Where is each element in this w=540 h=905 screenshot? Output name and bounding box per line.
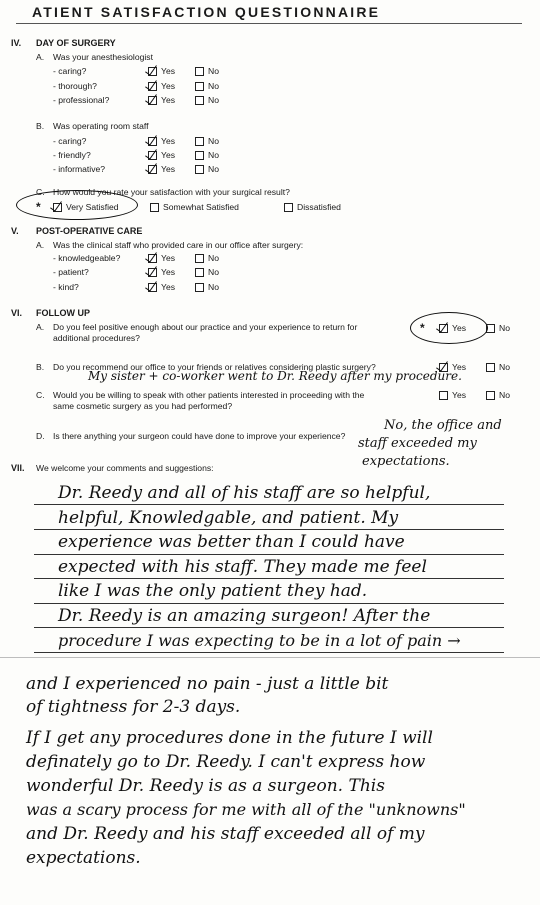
no-label: No <box>499 362 510 372</box>
question-5a-item-kind: - kind? <box>53 282 79 292</box>
q4a-thorough-no[interactable] <box>195 81 219 91</box>
handwritten-comment-line1: Dr. Reedy and all of his staff are so helpful, <box>58 483 431 503</box>
handwritten-continued-line5: wonderful Dr. Reedy is as a surgeon. This <box>26 776 385 796</box>
no-label: No <box>208 267 219 277</box>
section-7-number: VII. <box>11 463 25 473</box>
question-4b-item-informative: - informative? <box>53 164 106 174</box>
question-4a-item-caring: - caring? <box>53 66 87 76</box>
handwritten-note-6d-line2: staff exceeded my <box>358 436 477 451</box>
section-6-number: VI. <box>11 308 23 318</box>
comment-line <box>34 652 504 653</box>
no-label: No <box>208 282 219 292</box>
question-6c-letter: C. <box>36 390 45 400</box>
question-6a-line1: Do you feel positive enough about our practice and your experience to return for <box>53 322 358 332</box>
handwritten-comment-line3: experience was better than I could have <box>58 532 405 552</box>
handwritten-star: * <box>420 321 425 335</box>
question-6a-letter: A. <box>36 322 45 332</box>
checkbox-checked[interactable] <box>148 283 157 292</box>
q4b-caring-yes[interactable] <box>148 136 175 146</box>
checkbox[interactable] <box>195 82 204 91</box>
checkbox[interactable] <box>195 151 204 160</box>
yes-label: Yes <box>452 323 467 333</box>
checkbox-checked[interactable] <box>148 165 157 174</box>
comment-line <box>34 504 504 505</box>
question-6a <box>36 322 357 333</box>
question-6a-line2: additional procedures? <box>53 333 140 343</box>
q4c-somewhat-satisfied[interactable] <box>150 202 239 212</box>
section-4-number: IV. <box>11 38 22 48</box>
q5a-patient-yes[interactable] <box>148 267 175 277</box>
checkbox[interactable] <box>195 96 204 105</box>
question-4c-text: How would you rate your satisfaction with your surgical result? <box>53 187 290 197</box>
handwritten-comment-line5: like I was the only patient they had. <box>58 581 368 601</box>
page-title: ATIENT SATISFACTION QUESTIONNAIRE <box>32 4 381 20</box>
q5a-patient-no[interactable] <box>195 267 219 277</box>
handwritten-circle <box>16 190 138 220</box>
handwritten-continued-line7: and Dr. Reedy and his staff exceeded all of my <box>26 824 425 844</box>
section-7-title: We welcome your comments and suggestions: <box>36 463 214 473</box>
yes-label: Yes <box>161 164 176 174</box>
q4a-thorough-yes[interactable] <box>148 81 175 91</box>
somewhat-satisfied-label: Somewhat Satisfied <box>163 202 239 212</box>
checkbox[interactable] <box>195 67 204 76</box>
checkbox[interactable] <box>150 203 159 212</box>
q4a-caring-yes[interactable] <box>148 66 175 76</box>
checkbox-checked[interactable] <box>148 82 157 91</box>
handwritten-continued-line1: and I experienced no pain - just a little bit <box>26 674 389 694</box>
question-6c-line2: same cosmetic surgery as you had performed? <box>53 401 233 411</box>
q4a-professional-no[interactable] <box>195 95 219 105</box>
yes-label: Yes <box>161 253 176 263</box>
no-label: No <box>499 323 510 333</box>
q4b-friendly-no[interactable] <box>195 150 219 160</box>
title-rule <box>16 23 522 24</box>
question-4a-item-thorough: - thorough? <box>53 81 97 91</box>
no-label: No <box>208 136 219 146</box>
q4b-informative-no[interactable] <box>195 164 219 174</box>
question-6b-line1: Do you recommend our office to your friends or relatives considering plastic surgery? <box>53 362 376 372</box>
q5a-kind-yes[interactable] <box>148 282 175 292</box>
handwritten-continued-line4: definately go to Dr. Reedy. I can't express how <box>26 752 426 772</box>
section-4-title: DAY OF SURGERY <box>36 38 116 48</box>
question-4b-text: Was operating room staff <box>53 121 149 131</box>
question-6d <box>36 431 345 442</box>
comment-line <box>34 627 504 628</box>
handwritten-continued-line8: expectations. <box>26 848 141 868</box>
no-label: No <box>208 66 219 76</box>
question-4a <box>36 52 153 63</box>
handwritten-star: * <box>36 200 41 214</box>
question-5a-item-knowledgeable: - knowledgeable? <box>53 253 121 263</box>
page-divider <box>0 657 540 658</box>
dissatisfied-label: Dissatisfied <box>297 202 341 212</box>
handwritten-continued-line2: of tightness for 2-3 days. <box>26 697 241 717</box>
checkbox-checked[interactable] <box>148 268 157 277</box>
checkbox-checked[interactable] <box>148 96 157 105</box>
no-label: No <box>208 164 219 174</box>
checkbox[interactable] <box>486 363 495 372</box>
checkbox[interactable] <box>284 203 293 212</box>
question-4c-letter: C. <box>36 187 45 197</box>
handwritten-comment-line4: expected with his staff. They made me feel <box>58 557 427 577</box>
question-6c <box>36 390 364 401</box>
comment-line <box>34 529 504 530</box>
section-6-title: FOLLOW UP <box>36 308 90 318</box>
handwritten-note-6b: My sister + co-worker went to Dr. Reedy after my procedure. <box>88 369 462 383</box>
q6c-no[interactable] <box>486 390 510 400</box>
q4b-friendly-yes[interactable] <box>148 150 175 160</box>
question-5a-letter: A. <box>36 240 45 250</box>
yes-label: Yes <box>161 136 176 146</box>
question-5a-item-patient: - patient? <box>53 267 89 277</box>
checkbox[interactable] <box>195 283 204 292</box>
q5a-kind-no[interactable] <box>195 282 219 292</box>
handwritten-comment-line7: procedure I was expecting to be in a lot of pain → <box>58 631 461 650</box>
q6b-no[interactable] <box>486 362 510 372</box>
question-6d-letter: D. <box>36 431 45 441</box>
yes-label: Yes <box>161 95 176 105</box>
section-5-number: V. <box>11 226 19 236</box>
handwritten-circle <box>410 312 488 344</box>
checkbox[interactable] <box>195 165 204 174</box>
q4b-caring-no[interactable] <box>195 136 219 146</box>
question-4b-item-caring: - caring? <box>53 136 87 146</box>
q6c-yes[interactable] <box>439 390 466 400</box>
q4a-professional-yes[interactable] <box>148 95 175 105</box>
question-4b-item-friendly: - friendly? <box>53 150 91 160</box>
yes-label: Yes <box>161 81 176 91</box>
checkbox[interactable] <box>195 268 204 277</box>
question-4a-text: Was your anesthesiologist <box>53 52 153 62</box>
checkbox-checked[interactable] <box>148 137 157 146</box>
question-4b-letter: B. <box>36 121 45 131</box>
comment-line <box>34 578 504 579</box>
q4b-informative-yes[interactable] <box>148 164 175 174</box>
checkbox[interactable] <box>439 391 448 400</box>
q5a-knowledgeable-no[interactable] <box>195 253 219 263</box>
q4c-dissatisfied[interactable] <box>284 202 341 212</box>
handwritten-continued-line6: was a scary process for me with all of the "unknowns" <box>26 800 466 819</box>
checkbox-checked[interactable] <box>148 254 157 263</box>
question-5a-text: Was the clinical staff who provided care in our office after surgery: <box>53 240 304 250</box>
checkbox[interactable] <box>195 254 204 263</box>
yes-label: Yes <box>161 66 176 76</box>
handwritten-note-6d-line1: No, the office and <box>384 418 502 433</box>
question-4b <box>36 121 149 132</box>
no-label: No <box>208 253 219 263</box>
yes-label: Yes <box>161 267 176 277</box>
handwritten-continued-line3: If I get any procedures done in the future I will <box>26 728 433 748</box>
q5a-knowledgeable-yes[interactable] <box>148 253 175 263</box>
handwritten-note-6d-line3: expectations. <box>362 454 450 469</box>
yes-label: Yes <box>452 390 467 400</box>
q4a-caring-no[interactable] <box>195 66 219 76</box>
section-5-title: POST-OPERATIVE CARE <box>36 226 143 236</box>
checkbox-checked[interactable] <box>148 67 157 76</box>
checkbox[interactable] <box>195 137 204 146</box>
q6a-no[interactable] <box>486 323 510 333</box>
no-label: No <box>208 81 219 91</box>
question-4a-letter: A. <box>36 52 45 62</box>
checkbox[interactable] <box>486 391 495 400</box>
no-label: No <box>208 150 219 160</box>
very-satisfied-label: Very Satisfied <box>66 202 119 212</box>
handwritten-comment-line2: helpful, Knowledgable, and patient. My <box>58 508 399 528</box>
no-label: No <box>208 95 219 105</box>
yes-label: Yes <box>452 362 467 372</box>
question-5a <box>36 240 303 251</box>
checkbox-checked[interactable] <box>148 151 157 160</box>
yes-label: Yes <box>161 150 176 160</box>
no-label: No <box>499 390 510 400</box>
comment-line <box>34 554 504 555</box>
yes-label: Yes <box>161 282 176 292</box>
comment-line <box>34 603 504 604</box>
handwritten-comment-line6: Dr. Reedy is an amazing surgeon! After the <box>58 606 431 626</box>
question-6d-line1: Is there anything your surgeon could have done to improve your experience? <box>53 431 346 441</box>
question-4a-item-professional: - professional? <box>53 95 110 105</box>
question-6b-letter: B. <box>36 362 45 372</box>
question-6c-line1: Would you be willing to speak with other patients interested in proceeding with the <box>53 390 365 400</box>
